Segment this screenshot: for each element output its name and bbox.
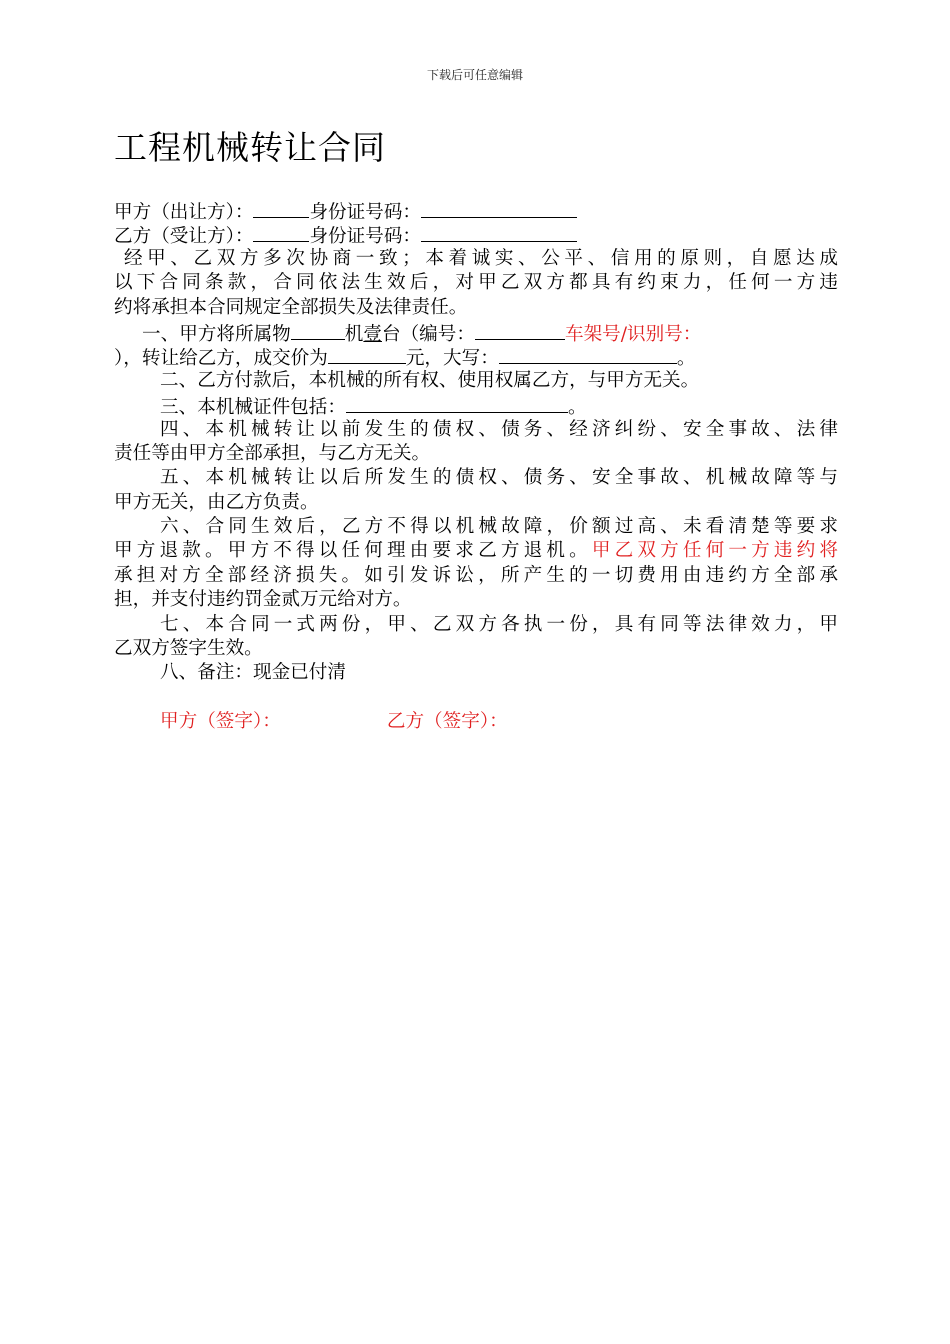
party-a-name-blank[interactable] xyxy=(253,198,309,218)
clause-1-quantity: 壹 xyxy=(363,323,382,345)
party-a-id-blank[interactable] xyxy=(421,198,577,218)
party-b-label: 乙方（受让方）： xyxy=(114,226,254,247)
clause-1-text-1: 一、甲方将所属物 xyxy=(142,323,291,345)
preamble-line-1: 经甲、乙双方多次协商一致；本着诚实、公平、信用的原则，自愿达成 xyxy=(124,247,838,269)
party-a-label: 甲方（出让方）： xyxy=(114,202,254,223)
signature-party-b: 乙方（签字）： xyxy=(386,711,508,733)
clause-6-line-4: 担，并支付违约罚金贰万元给对方。 xyxy=(114,589,412,611)
clause-1-line-2 xyxy=(114,344,838,368)
preamble-line-3: 约将承担本合同规定全部损失及法律责任。 xyxy=(114,296,468,318)
clause-4-line-2: 责任等由甲方全部承担，与乙方无关。 xyxy=(114,442,431,464)
preamble-line-2: 以下合同条款，合同依法生效后，对甲乙双方都具有约束力，任何一方违 xyxy=(114,272,838,294)
clause-1-price-blank[interactable] xyxy=(328,344,406,364)
clause-1-text-4: ），转让给乙方，成交价为 xyxy=(114,348,328,369)
clause-1-text-2: 机 xyxy=(344,323,364,345)
signature-party-a: 甲方（签字）： xyxy=(160,711,281,733)
clause-3-documents-blank[interactable] xyxy=(346,393,568,413)
clause-6-line-2 xyxy=(114,539,838,563)
clause-5-line-2: 甲方无关，由乙方负责。 xyxy=(114,491,319,513)
party-a-line xyxy=(114,198,838,222)
clause-8: 八、备注：现金已付清 xyxy=(160,662,346,684)
clause-1-end: 。 xyxy=(676,348,696,369)
party-b-id-blank[interactable] xyxy=(421,222,577,242)
clause-7-line-2: 乙双方签字生效。 xyxy=(114,638,263,660)
contract-title: 工程机械转让合同 xyxy=(114,128,386,167)
clause-3-text: 三、本机械证件包括： xyxy=(160,397,346,418)
clause-1-number-blank[interactable] xyxy=(475,320,565,340)
clause-1-vin-label: 车架号/识别号： xyxy=(564,323,702,345)
clause-1-price-words-blank[interactable] xyxy=(499,344,677,364)
spacer xyxy=(114,686,838,710)
clause-4-line-1: 四、本机械转让以前发生的债权、债务、经济纠纷、安全事故、法律 xyxy=(160,418,838,440)
clause-1-line-1 xyxy=(114,320,838,344)
contract-body xyxy=(114,198,838,735)
page-header-note: 下载后可任意编辑 xyxy=(426,68,523,82)
party-b-name-blank[interactable] xyxy=(253,222,309,242)
clause-1-text-5: 元，大写： xyxy=(405,348,499,369)
clause-1-item-blank[interactable] xyxy=(291,320,345,340)
clause-6-line-1: 六、合同生效后，乙方不得以机械故障，价额过高、未看清楚等要求 xyxy=(160,516,838,538)
clause-6-line-2-text: 甲方退款。甲方不得以任何理由要求乙方退机。 xyxy=(114,540,592,562)
clause-6-breach-text: 甲乙双方任何一方违约将 xyxy=(591,540,838,562)
clause-3 xyxy=(114,393,838,417)
clause-5-line-1: 五、本机械转让以后所发生的债权、债务、安全事故、机械故障等与 xyxy=(160,467,838,489)
clause-6-line-3: 承担对方全部经济损失。如引发诉讼，所产生的一切费用由违约方全部承 xyxy=(114,564,838,586)
clause-1-text-3: 台（编号： xyxy=(381,323,475,345)
clause-7-line-1: 七、本合同一式两份，甲、乙双方各执一份，具有同等法律效力，甲 xyxy=(160,613,838,635)
signature-line xyxy=(114,710,838,734)
party-b-line xyxy=(114,222,838,246)
party-a-id-label: 身份证号码： xyxy=(309,202,422,223)
clause-3-end: 。 xyxy=(567,397,587,418)
party-b-id-label: 身份证号码： xyxy=(309,226,422,247)
clause-2: 二、乙方付款后，本机械的所有权、使用权属乙方，与甲方无关。 xyxy=(160,369,700,391)
